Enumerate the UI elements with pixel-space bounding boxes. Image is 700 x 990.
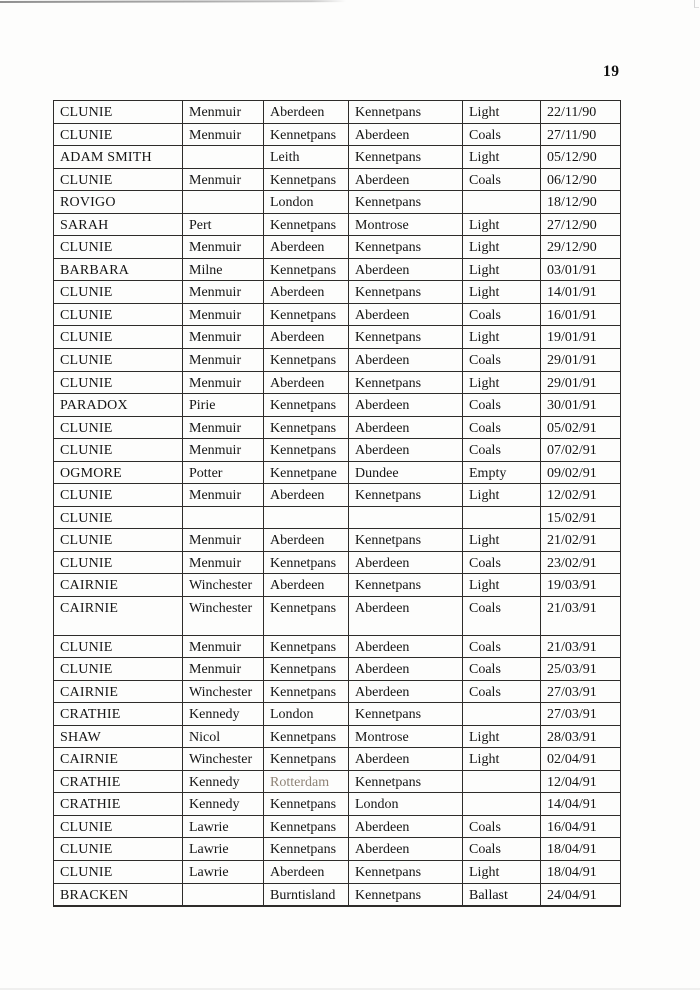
cell-vessel: CLUNIE: [54, 281, 183, 304]
cell-to-port: Aberdeen: [349, 416, 463, 439]
cell-from-port: Kennetpans: [264, 635, 349, 658]
table-row: [54, 838, 621, 861]
cell-cargo: Coals: [463, 416, 541, 439]
cell-from-port: Aberdeen: [264, 371, 349, 394]
cell-cargo: Coals: [463, 394, 541, 417]
cell-to-port: Aberdeen: [349, 815, 463, 838]
cell-to-port: Aberdeen: [349, 658, 463, 681]
table-row: [54, 303, 621, 326]
cell-from-port: Kennetpans: [264, 597, 349, 636]
cell-master: Menmuir: [183, 349, 264, 372]
cell-cargo: [463, 703, 541, 726]
cell-master: Menmuir: [183, 529, 264, 552]
cell-from-port: Aberdeen: [264, 574, 349, 597]
cell-date: 21/02/91: [541, 529, 621, 552]
cell-master: Winchester: [183, 680, 264, 703]
cell-to-port: Kennetpans: [349, 191, 463, 214]
table-row: [54, 213, 621, 236]
cell-vessel: CRATHIE: [54, 703, 183, 726]
cell-date: 02/04/91: [541, 748, 621, 771]
cell-cargo: Coals: [463, 439, 541, 462]
cell-date: 19/01/91: [541, 326, 621, 349]
table-row: [54, 123, 621, 146]
cell-date: 30/01/91: [541, 394, 621, 417]
table-row: [54, 597, 621, 636]
cell-from-port: Kennetpans: [264, 793, 349, 816]
table-row: [54, 484, 621, 507]
table-row: [54, 101, 621, 124]
cell-date: 05/02/91: [541, 416, 621, 439]
cell-vessel: CAIRNIE: [54, 574, 183, 597]
table-row: [54, 635, 621, 658]
cell-date: 27/12/90: [541, 213, 621, 236]
cell-date: 18/12/90: [541, 191, 621, 214]
cell-from-port: Kennetpans: [264, 416, 349, 439]
cell-to-port: Aberdeen: [349, 680, 463, 703]
cell-from-port: Kennetpans: [264, 551, 349, 574]
cell-from-port: Kennetpans: [264, 815, 349, 838]
cell-master: Menmuir: [183, 168, 264, 191]
cell-vessel: CLUNIE: [54, 529, 183, 552]
cell-to-port: Aberdeen: [349, 394, 463, 417]
cell-master: Kennedy: [183, 770, 264, 793]
cell-from-port: Kennetpans: [264, 725, 349, 748]
cell-date: 29/01/91: [541, 349, 621, 372]
table-row: [54, 861, 621, 884]
cell-date: 27/03/91: [541, 680, 621, 703]
cell-date: 21/03/91: [541, 597, 621, 636]
cell-cargo: Light: [463, 484, 541, 507]
cell-master: Menmuir: [183, 484, 264, 507]
cell-vessel: CLUNIE: [54, 658, 183, 681]
cell-to-port: Montrose: [349, 725, 463, 748]
table-row: [54, 326, 621, 349]
cell-to-port: Kennetpans: [349, 484, 463, 507]
table-row: [54, 439, 621, 462]
page-number: 19: [603, 63, 620, 80]
cell-master: Menmuir: [183, 416, 264, 439]
cell-cargo: Coals: [463, 597, 541, 636]
cell-from-port: Kennetpans: [264, 213, 349, 236]
cell-to-port: Aberdeen: [349, 838, 463, 861]
cell-master: Winchester: [183, 597, 264, 636]
cell-master: Menmuir: [183, 101, 264, 124]
cell-vessel: CLUNIE: [54, 303, 183, 326]
cell-date: 14/01/91: [541, 281, 621, 304]
cell-date: 27/11/90: [541, 123, 621, 146]
cell-from-port: Kennetpans: [264, 258, 349, 281]
table-row: [54, 416, 621, 439]
table-row: [54, 168, 621, 191]
scan-artifact-corner-mark: [694, 0, 699, 8]
cell-master: Menmuir: [183, 281, 264, 304]
cell-master: Kennedy: [183, 703, 264, 726]
cell-vessel: CLUNIE: [54, 439, 183, 462]
cell-to-port: Kennetpans: [349, 281, 463, 304]
table-row: [54, 748, 621, 771]
table-row: [54, 394, 621, 417]
cell-from-port: Rotterdam: [264, 770, 349, 793]
cell-cargo: Light: [463, 529, 541, 552]
cell-vessel: OGMORE: [54, 461, 183, 484]
cell-date: 28/03/91: [541, 725, 621, 748]
table-row: [54, 191, 621, 214]
table-row: [54, 146, 621, 169]
cell-from-port: Kennetpans: [264, 680, 349, 703]
cell-vessel: CLUNIE: [54, 236, 183, 259]
cell-from-port: Kennetpans: [264, 748, 349, 771]
table-row: [54, 281, 621, 304]
table-row: [54, 770, 621, 793]
cell-vessel: CLUNIE: [54, 838, 183, 861]
cell-to-port: Kennetpans: [349, 574, 463, 597]
table-row: [54, 680, 621, 703]
cell-vessel: CLUNIE: [54, 168, 183, 191]
cell-from-port: [264, 506, 349, 529]
cell-vessel: CLUNIE: [54, 371, 183, 394]
table-row: [54, 371, 621, 394]
table-row: [54, 349, 621, 372]
cell-vessel: ADAM SMITH: [54, 146, 183, 169]
cell-cargo: Light: [463, 101, 541, 124]
cell-date: 18/04/91: [541, 861, 621, 884]
cell-vessel: SARAH: [54, 213, 183, 236]
cell-to-port: Kennetpans: [349, 326, 463, 349]
cell-to-port: Montrose: [349, 213, 463, 236]
cell-to-port: Aberdeen: [349, 635, 463, 658]
cell-date: 18/04/91: [541, 838, 621, 861]
cell-master: Menmuir: [183, 439, 264, 462]
cell-cargo: Coals: [463, 635, 541, 658]
cell-master: [183, 146, 264, 169]
cell-cargo: Coals: [463, 680, 541, 703]
voyage-table-body: [54, 101, 621, 907]
table-row: [54, 258, 621, 281]
cell-date: 03/01/91: [541, 258, 621, 281]
cell-vessel: CLUNIE: [54, 506, 183, 529]
table-row: [54, 793, 621, 816]
cell-master: [183, 506, 264, 529]
cell-date: 19/03/91: [541, 574, 621, 597]
cell-to-port: Aberdeen: [349, 439, 463, 462]
cell-vessel: CLUNIE: [54, 815, 183, 838]
cell-from-port: Kennetpans: [264, 303, 349, 326]
cell-vessel: CLUNIE: [54, 861, 183, 884]
cell-cargo: [463, 770, 541, 793]
cell-to-port: Aberdeen: [349, 349, 463, 372]
cell-from-port: Burntisland: [264, 883, 349, 906]
cell-cargo: Light: [463, 213, 541, 236]
cell-date: 15/02/91: [541, 506, 621, 529]
cell-to-port: Kennetpans: [349, 883, 463, 906]
cell-to-port: Kennetpans: [349, 236, 463, 259]
table-row: [54, 529, 621, 552]
table-row: [54, 461, 621, 484]
cell-date: 21/03/91: [541, 635, 621, 658]
cell-cargo: Coals: [463, 349, 541, 372]
cell-cargo: Light: [463, 258, 541, 281]
cell-date: 16/01/91: [541, 303, 621, 326]
cell-vessel: CLUNIE: [54, 551, 183, 574]
cell-from-port: Kennetpans: [264, 123, 349, 146]
cell-vessel: CLUNIE: [54, 635, 183, 658]
cell-master: Pert: [183, 213, 264, 236]
cell-date: 22/11/90: [541, 101, 621, 124]
cell-master: Pirie: [183, 394, 264, 417]
cell-cargo: Coals: [463, 303, 541, 326]
cell-master: Menmuir: [183, 326, 264, 349]
cell-master: Kennedy: [183, 793, 264, 816]
cell-vessel: CLUNIE: [54, 416, 183, 439]
cell-vessel: CLUNIE: [54, 101, 183, 124]
cell-cargo: Light: [463, 146, 541, 169]
cell-master: Milne: [183, 258, 264, 281]
cell-vessel: SHAW: [54, 725, 183, 748]
cell-vessel: BRACKEN: [54, 883, 183, 906]
table-row: [54, 703, 621, 726]
cell-to-port: [349, 506, 463, 529]
table-row: [54, 574, 621, 597]
cell-date: 09/02/91: [541, 461, 621, 484]
cell-date: 14/04/91: [541, 793, 621, 816]
cell-cargo: Coals: [463, 168, 541, 191]
cell-to-port: Kennetpans: [349, 101, 463, 124]
cell-master: Menmuir: [183, 551, 264, 574]
cell-vessel: CAIRNIE: [54, 748, 183, 771]
cell-to-port: Aberdeen: [349, 748, 463, 771]
cell-to-port: Dundee: [349, 461, 463, 484]
cell-cargo: Light: [463, 725, 541, 748]
cell-cargo: Light: [463, 574, 541, 597]
cell-date: 25/03/91: [541, 658, 621, 681]
cell-vessel: PARADOX: [54, 394, 183, 417]
cell-master: Potter: [183, 461, 264, 484]
cell-from-port: Kennetpans: [264, 658, 349, 681]
cell-date: 16/04/91: [541, 815, 621, 838]
cell-master: Menmuir: [183, 371, 264, 394]
cell-date: 05/12/90: [541, 146, 621, 169]
cell-vessel: CAIRNIE: [54, 680, 183, 703]
cell-master: Nicol: [183, 725, 264, 748]
cell-cargo: Light: [463, 861, 541, 884]
cell-to-port: Kennetpans: [349, 770, 463, 793]
cell-master: Menmuir: [183, 658, 264, 681]
cell-master: Menmuir: [183, 303, 264, 326]
cell-cargo: [463, 506, 541, 529]
cell-date: 07/02/91: [541, 439, 621, 462]
table-row: [54, 725, 621, 748]
cell-cargo: Light: [463, 748, 541, 771]
scan-artifact-top-line: [0, 0, 346, 2]
cell-cargo: Coals: [463, 551, 541, 574]
cell-vessel: CLUNIE: [54, 326, 183, 349]
cell-to-port: Aberdeen: [349, 123, 463, 146]
cell-from-port: Aberdeen: [264, 326, 349, 349]
cell-from-port: Aberdeen: [264, 529, 349, 552]
cell-cargo: Coals: [463, 815, 541, 838]
cell-date: 27/03/91: [541, 703, 621, 726]
cell-from-port: Kennetpans: [264, 394, 349, 417]
cell-cargo: Coals: [463, 658, 541, 681]
cell-cargo: [463, 191, 541, 214]
cell-from-port: Kennetpans: [264, 838, 349, 861]
cell-cargo: Light: [463, 281, 541, 304]
cell-master: [183, 191, 264, 214]
cell-to-port: Aberdeen: [349, 303, 463, 326]
cell-from-port: Kennetpans: [264, 439, 349, 462]
cell-from-port: Leith: [264, 146, 349, 169]
cell-to-port: London: [349, 793, 463, 816]
cell-cargo: Light: [463, 236, 541, 259]
cell-from-port: London: [264, 191, 349, 214]
cell-from-port: Aberdeen: [264, 484, 349, 507]
cell-cargo: Coals: [463, 838, 541, 861]
cell-to-port: Kennetpans: [349, 529, 463, 552]
cell-master: Winchester: [183, 748, 264, 771]
cell-from-port: Aberdeen: [264, 861, 349, 884]
cell-to-port: Kennetpans: [349, 861, 463, 884]
cell-vessel: CLUNIE: [54, 123, 183, 146]
cell-vessel: ROVIGO: [54, 191, 183, 214]
cell-vessel: BARBARA: [54, 258, 183, 281]
cell-master: Menmuir: [183, 236, 264, 259]
table-row: [54, 883, 621, 906]
cell-master: Menmuir: [183, 635, 264, 658]
table-row: [54, 551, 621, 574]
cell-master: Lawrie: [183, 815, 264, 838]
cell-date: 23/02/91: [541, 551, 621, 574]
cell-vessel: CRATHIE: [54, 793, 183, 816]
cell-date: 12/04/91: [541, 770, 621, 793]
table-row: [54, 815, 621, 838]
cell-to-port: Aberdeen: [349, 597, 463, 636]
cell-from-port: Aberdeen: [264, 101, 349, 124]
cell-cargo: Ballast: [463, 883, 541, 906]
cell-vessel: CLUNIE: [54, 349, 183, 372]
voyage-log-table: [53, 100, 621, 907]
cell-master: [183, 883, 264, 906]
cell-master: Winchester: [183, 574, 264, 597]
cell-to-port: Kennetpans: [349, 703, 463, 726]
cell-from-port: Kennetpans: [264, 349, 349, 372]
cell-date: 29/12/90: [541, 236, 621, 259]
cell-cargo: [463, 793, 541, 816]
cell-master: Lawrie: [183, 838, 264, 861]
cell-date: 12/02/91: [541, 484, 621, 507]
cell-to-port: Aberdeen: [349, 168, 463, 191]
cell-from-port: Kennetpans: [264, 168, 349, 191]
cell-master: Menmuir: [183, 123, 264, 146]
cell-to-port: Aberdeen: [349, 258, 463, 281]
cell-cargo: Light: [463, 326, 541, 349]
cell-cargo: Empty: [463, 461, 541, 484]
cell-cargo: Coals: [463, 123, 541, 146]
cell-vessel: CRATHIE: [54, 770, 183, 793]
cell-date: 06/12/90: [541, 168, 621, 191]
cell-cargo: Light: [463, 371, 541, 394]
cell-to-port: Aberdeen: [349, 551, 463, 574]
cell-from-port: Aberdeen: [264, 281, 349, 304]
cell-to-port: Kennetpans: [349, 146, 463, 169]
table-row: [54, 506, 621, 529]
cell-vessel: CAIRNIE: [54, 597, 183, 636]
cell-date: 24/04/91: [541, 883, 621, 906]
cell-vessel: CLUNIE: [54, 484, 183, 507]
cell-from-port: Kennetpane: [264, 461, 349, 484]
cell-to-port: Kennetpans: [349, 371, 463, 394]
cell-from-port: London: [264, 703, 349, 726]
table-row: [54, 658, 621, 681]
cell-from-port: Aberdeen: [264, 236, 349, 259]
cell-date: 29/01/91: [541, 371, 621, 394]
cell-master: Lawrie: [183, 861, 264, 884]
table-row: [54, 236, 621, 259]
